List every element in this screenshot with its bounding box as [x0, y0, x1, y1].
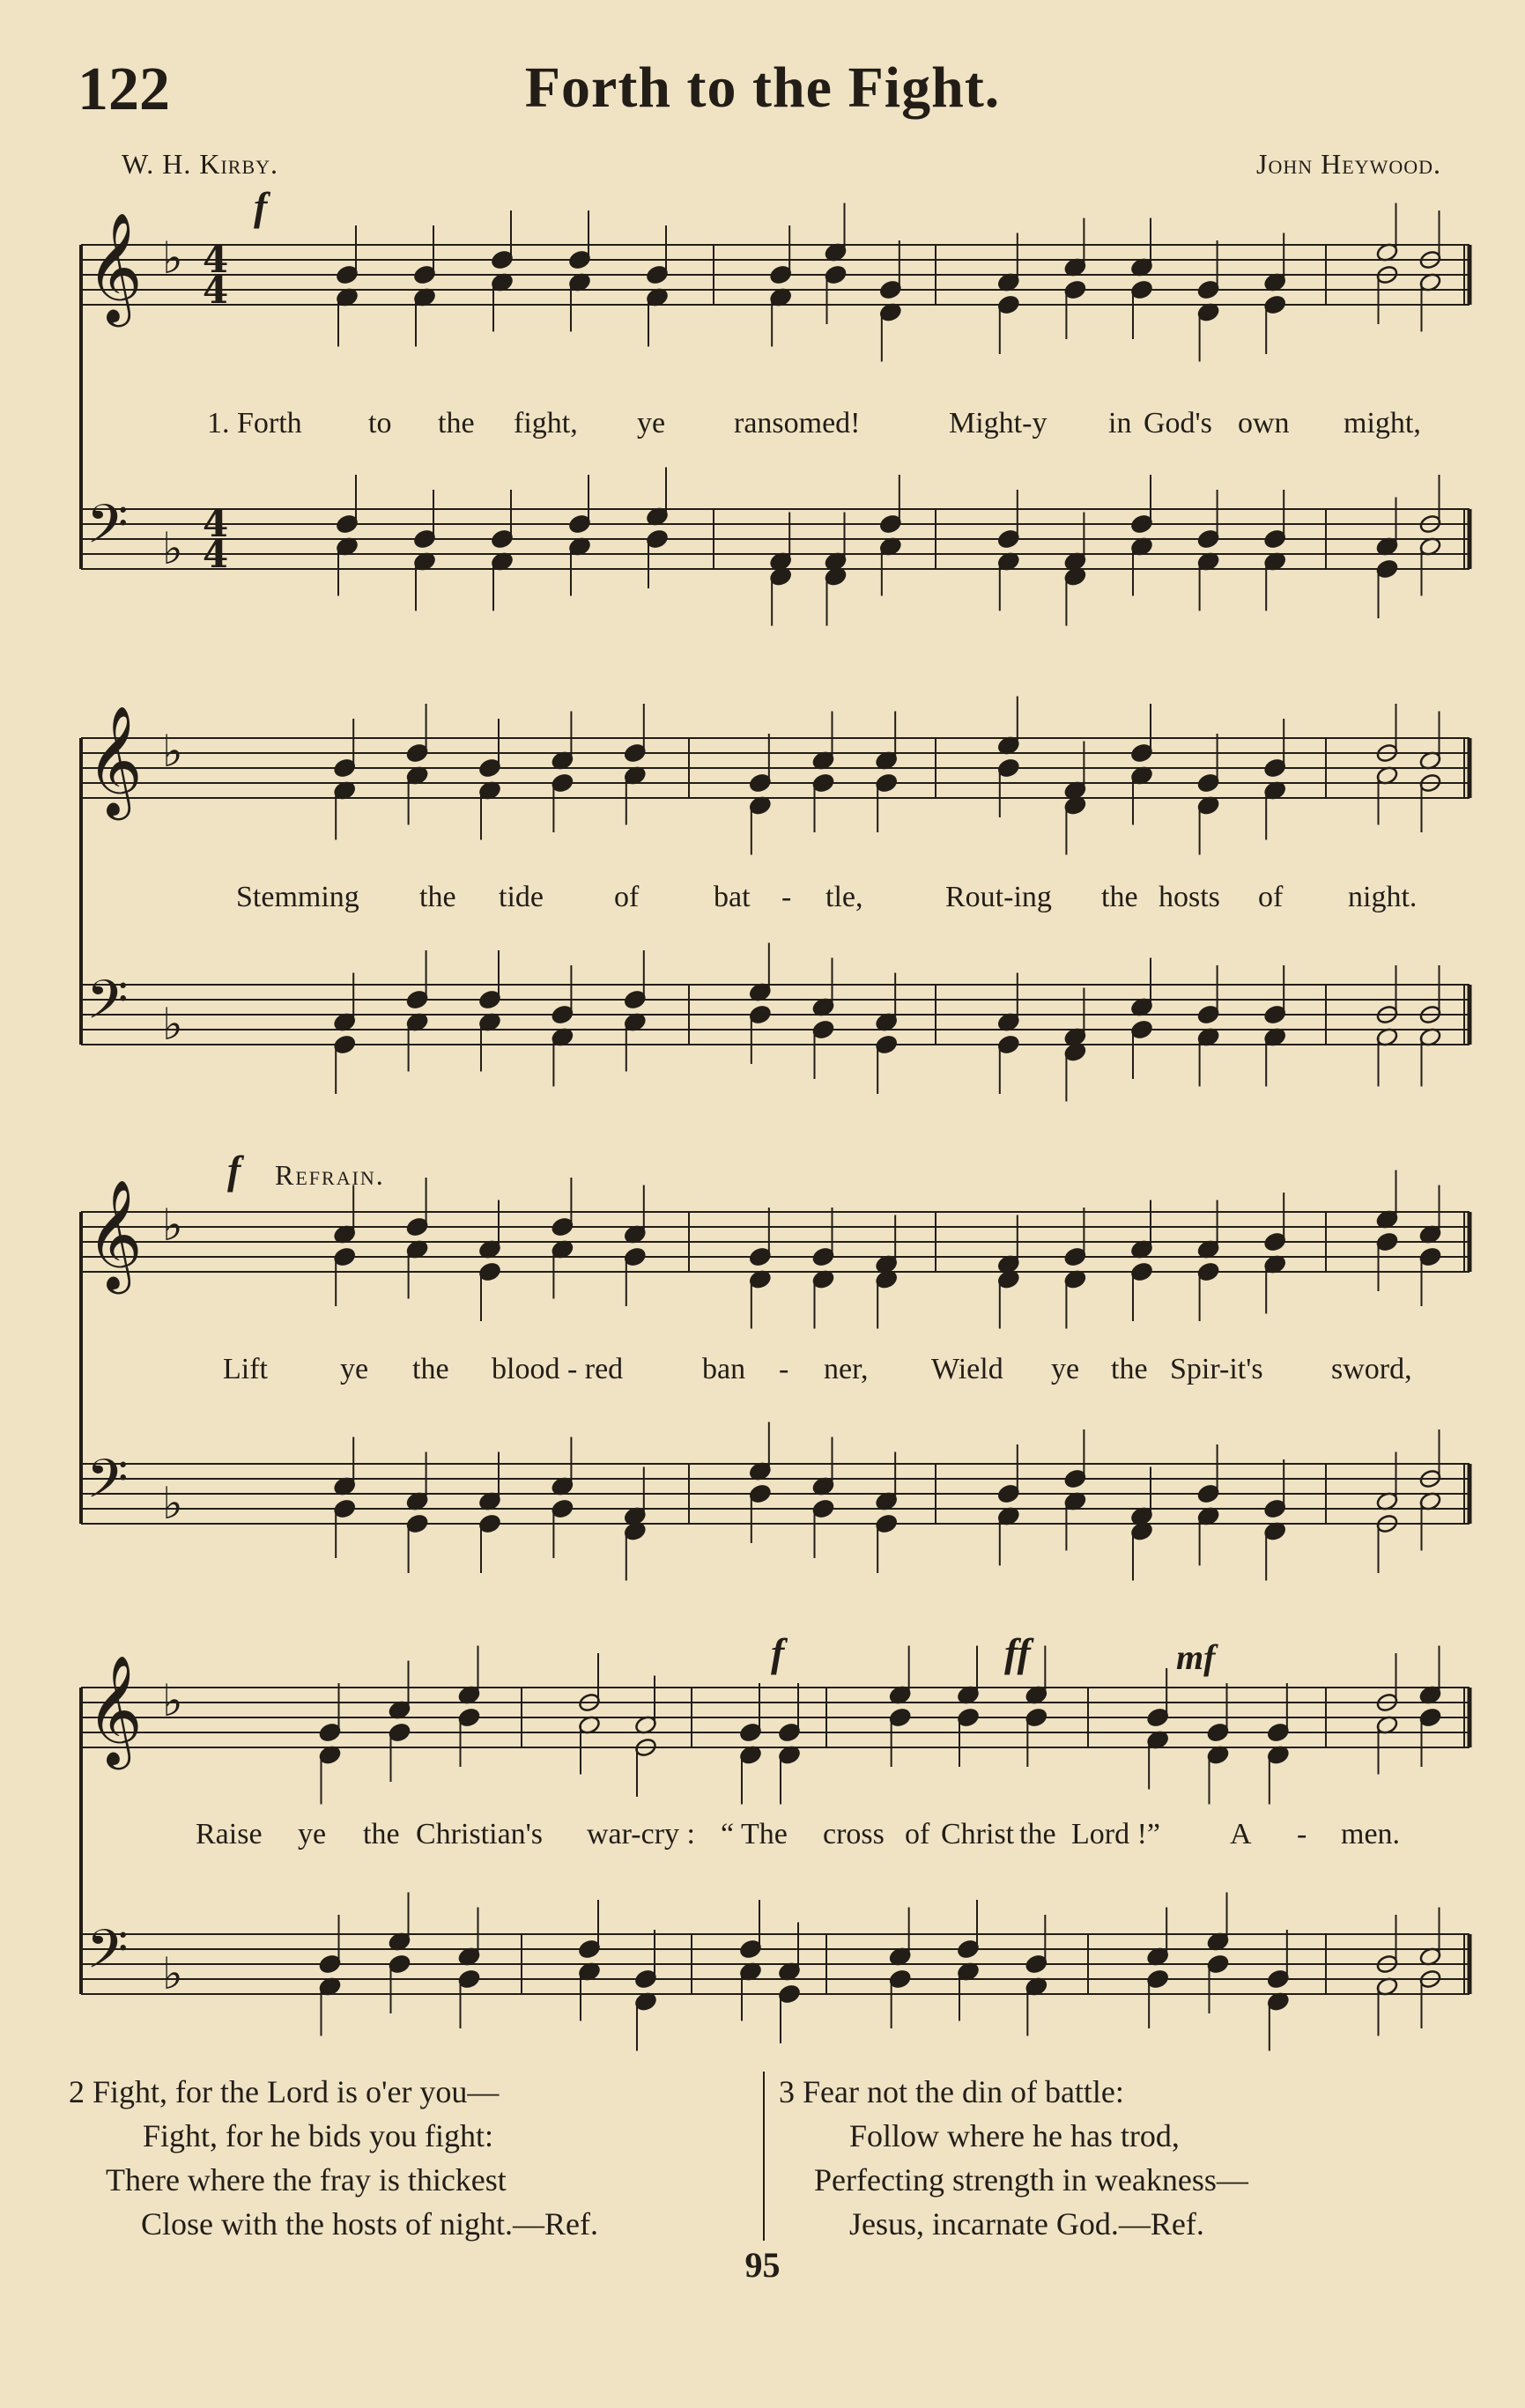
lyric-word: - [781, 881, 792, 913]
lyric-line-1 [0, 407, 1525, 442]
lyric-word: Might-y [949, 407, 1048, 439]
system-1-bass-time-signature-top: 4 [203, 502, 229, 545]
lyric-word: “ The [721, 1818, 788, 1850]
verse-3 [779, 2070, 1248, 2246]
lyric-word: ye [637, 407, 666, 439]
lyric-word: the [412, 1353, 449, 1385]
lyric-word: bat [714, 881, 751, 913]
system-1-bass-time-signature-bottom: 4 [203, 533, 229, 576]
system-2-bass-key-flat-icon: ♭ [162, 999, 183, 1050]
author-credit: John Heywood. [1256, 148, 1441, 180]
verse-line: 2 Fight, for the Lord is o'er you— [69, 2074, 500, 2109]
system-1-treble-time-signature-top: 4 [203, 238, 229, 281]
system-1-bass-clef: 𝄢 [86, 493, 129, 569]
lyric-word: cross [823, 1818, 885, 1850]
lyric-word: Lift [223, 1353, 268, 1385]
system-1-treble-time-signature-bottom: 4 [203, 269, 229, 312]
lyric-word: ye [1051, 1353, 1080, 1385]
system-4-bass-clef: 𝄢 [86, 1918, 129, 1994]
dynamic-mezzo-forte: mf [1176, 1637, 1216, 1677]
lyric-word: ransomed! [734, 407, 861, 439]
system-4-bass-key-flat-icon: ♭ [162, 1948, 183, 1999]
lyric-word: men. [1341, 1818, 1401, 1850]
lyric-word: hosts [1159, 881, 1220, 913]
lyric-word: ye [298, 1818, 327, 1850]
system-1-treble-key-flat-icon: ♭ [162, 233, 183, 284]
lyric-line-4 [0, 1818, 1525, 1853]
refrain-label: Refrain. [275, 1159, 385, 1191]
system-1-treble-clef: 𝄞 [86, 212, 143, 322]
lyric-word: night. [1348, 881, 1418, 913]
lyric-word: tle, [825, 881, 863, 913]
lyric-line-3 [0, 1353, 1525, 1388]
verse-divider [763, 2072, 765, 2241]
composer-credit: W. H. Kirby. [122, 148, 279, 180]
lyric-word: the [1019, 1818, 1056, 1850]
lyric-word: fight, [514, 407, 578, 439]
lyric-word: own [1238, 407, 1290, 439]
lyric-word: the [1111, 1353, 1148, 1385]
lyric-word: 1. Forth [207, 407, 302, 439]
lyric-word: ban [702, 1353, 746, 1385]
hymn-number: 122 [78, 55, 170, 123]
verse-line: Follow where he has trod, [849, 2118, 1180, 2153]
lyric-word: the [1101, 881, 1138, 913]
verse-2 [69, 2070, 598, 2246]
lyric-word: Christian's [416, 1818, 544, 1850]
lyric-word: the [438, 407, 475, 439]
lyric-word: of [614, 881, 640, 913]
verse-line: 3 Fear not the din of battle: [779, 2074, 1124, 2109]
lyric-word: Rout-ing [945, 881, 1052, 913]
lyric-word: Spir-it's [1170, 1353, 1263, 1385]
lyric-word: ner, [824, 1353, 869, 1385]
system-2-bass-clef: 𝄢 [86, 969, 129, 1045]
system-2-treble-clef: 𝄞 [86, 705, 143, 816]
lyric-word: - [1297, 1818, 1307, 1850]
lyric-word: Lord !” [1071, 1818, 1161, 1850]
system-1-bass-key-flat-icon: ♭ [162, 523, 183, 574]
system-4-treble-key-flat-icon: ♭ [162, 1675, 183, 1726]
lyric-word: sword, [1331, 1353, 1412, 1385]
lyric-word: - [779, 1353, 789, 1385]
system-3-bass-clef: 𝄢 [86, 1448, 129, 1524]
system-3-bass-key-flat-icon: ♭ [162, 1478, 183, 1529]
hymn-title: Forth to the Fight. [524, 55, 1001, 120]
lyric-word: Stemming [236, 881, 359, 913]
lyric-word: the [419, 881, 456, 913]
lyric-word: of [905, 1818, 930, 1850]
lyric-word: war-cry : [587, 1818, 695, 1850]
lyric-word: blood - red [492, 1353, 624, 1385]
system-3-treble-key-flat-icon: ♭ [162, 1200, 183, 1251]
dynamic-forte-1: f [254, 184, 268, 229]
verse-line: Perfecting strength in weakness— [814, 2162, 1248, 2197]
lyric-word: in [1108, 407, 1132, 439]
lyric-word: might, [1344, 407, 1421, 439]
lyric-word: God's [1144, 407, 1212, 439]
verse-line: Fight, for he bids you fight: [143, 2118, 493, 2153]
system-3-treble-clef: 𝄞 [86, 1179, 143, 1289]
lyric-word: of [1258, 881, 1284, 913]
page-number: 95 [744, 2245, 781, 2285]
lyric-line-2 [0, 881, 1525, 916]
dynamic-forte-2: f [771, 1630, 785, 1675]
system-2-treble-key-flat-icon: ♭ [162, 726, 183, 777]
verse-line: There where the fray is thickest [106, 2162, 507, 2197]
lyric-word: tide [499, 881, 544, 913]
lyric-word: ye [340, 1353, 369, 1385]
system-4-treble-clef: 𝄞 [86, 1655, 143, 1765]
verse-line: Close with the hosts of night.—Ref. [141, 2206, 598, 2242]
lyric-word: Christ [941, 1818, 1015, 1850]
lyric-word: the [363, 1818, 400, 1850]
lyric-word: Raise [196, 1818, 263, 1850]
lyric-word: A [1230, 1818, 1252, 1850]
dynamic-fortissimo: ff [1004, 1630, 1031, 1675]
lyric-word: Wield [931, 1353, 1003, 1385]
lyric-word: to [368, 407, 392, 439]
verse-line: Jesus, incarnate God.—Ref. [849, 2206, 1204, 2242]
dynamic-forte-refrain: f [227, 1148, 241, 1193]
